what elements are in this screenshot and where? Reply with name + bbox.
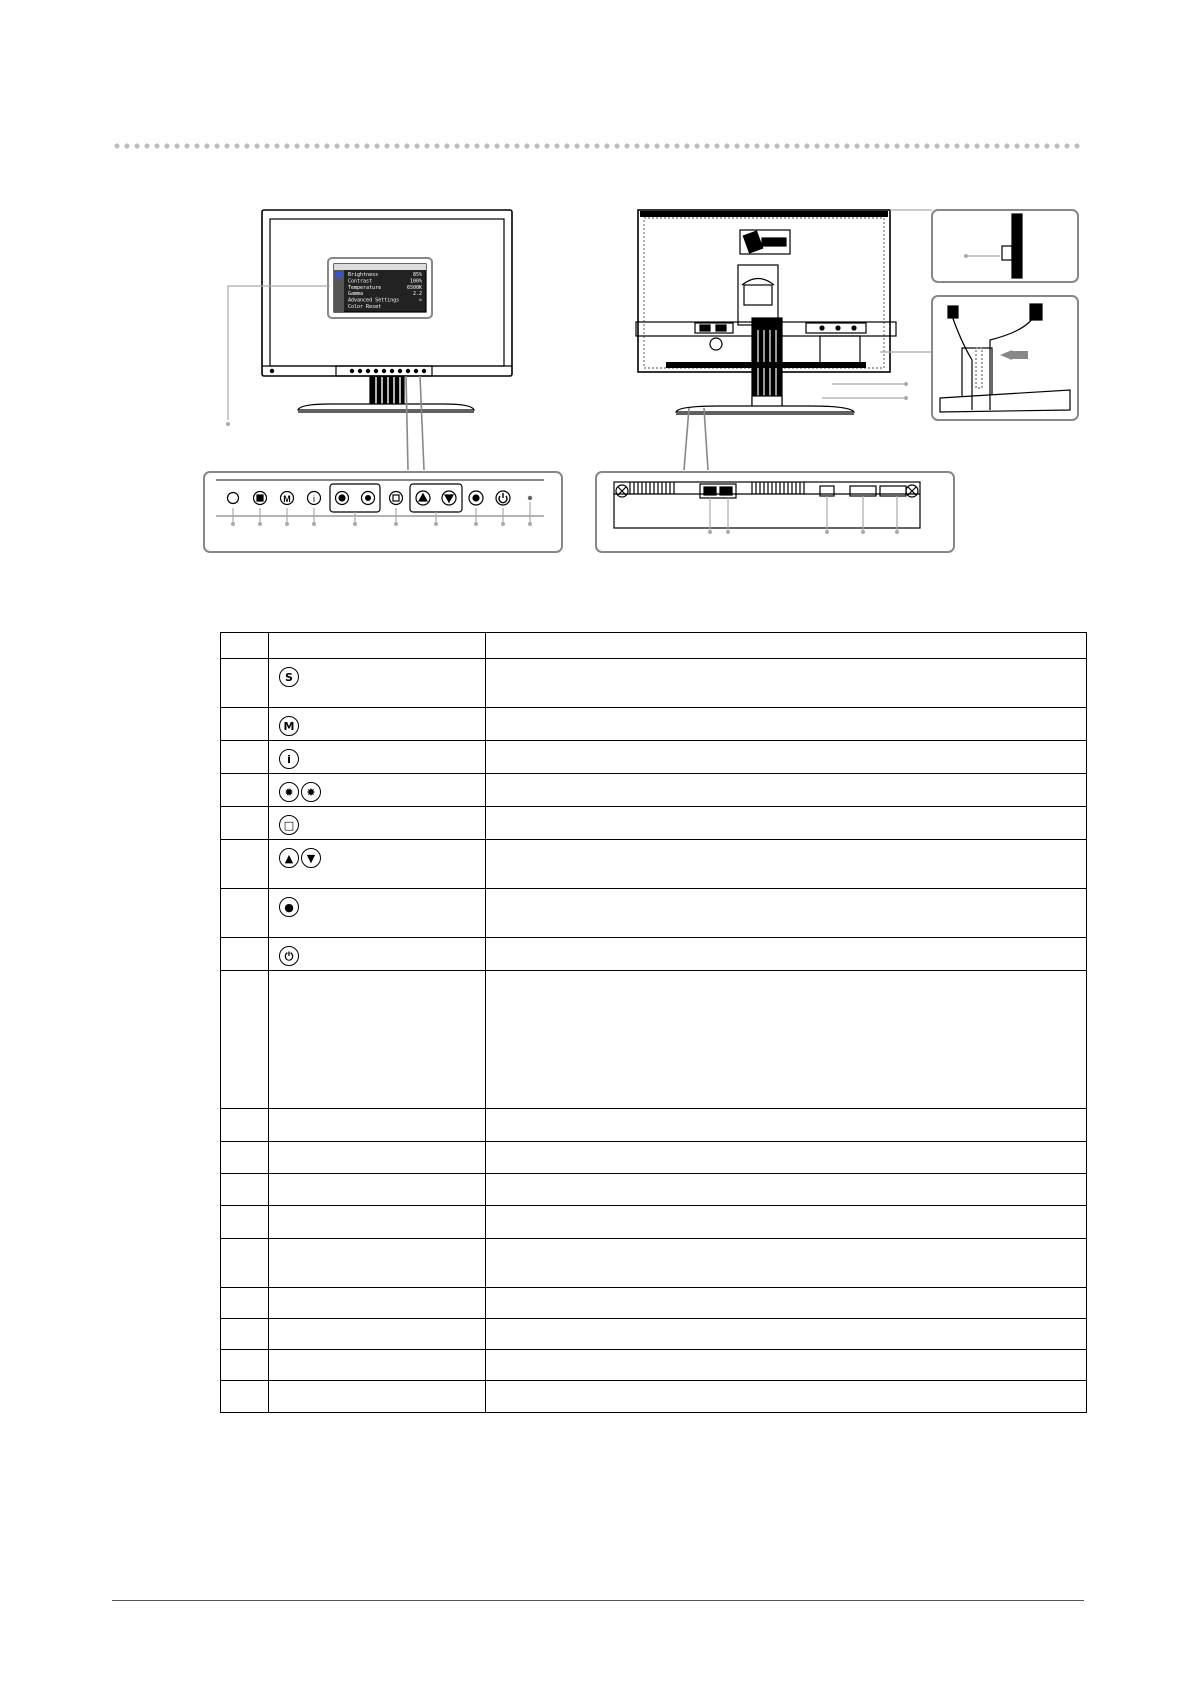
- function-cell: [486, 807, 1087, 840]
- row-number-cell: [221, 938, 269, 971]
- osd-menu-item: Contrast: [348, 278, 373, 285]
- function-cell: [486, 1381, 1087, 1413]
- square-icon: □: [279, 815, 299, 835]
- s-icon: S: [279, 667, 299, 687]
- function-cell: [486, 1319, 1087, 1350]
- svg-text:M: M: [283, 494, 291, 504]
- part-name-cell: [269, 741, 486, 774]
- osd-menu-item: Brightness: [348, 272, 379, 278]
- power-icon: ⏻: [279, 946, 299, 966]
- table-row: [221, 708, 1087, 741]
- part-name-cell: [269, 1109, 486, 1142]
- part-name-cell: [269, 774, 486, 807]
- osd-menu-item: Advanced Settings: [348, 297, 400, 304]
- osd-menu-item: Color Reset: [348, 304, 382, 310]
- row-number-cell: [221, 971, 269, 1109]
- function-cell: [486, 659, 1087, 708]
- enter-icon: ●: [279, 897, 299, 917]
- row-number-cell: [221, 708, 269, 741]
- table-row: [221, 1319, 1087, 1350]
- brightness-low-icon: ✸: [301, 782, 321, 802]
- part-name-cell: [269, 1174, 486, 1206]
- row-number-cell: [221, 1239, 269, 1288]
- part-name-cell: [269, 1350, 486, 1381]
- row-number-cell: [221, 889, 269, 938]
- row-number-cell: [221, 659, 269, 708]
- table-row: [221, 971, 1087, 1109]
- part-name-cell: [269, 889, 486, 938]
- brightness-high-icon: ✹: [279, 782, 299, 802]
- table-row: [221, 1174, 1087, 1206]
- front-button-panel-zoom: [204, 472, 562, 552]
- function-cell: [486, 1206, 1087, 1239]
- row-number-cell: [221, 1142, 269, 1174]
- table-header-row: [221, 633, 1087, 659]
- part-name-cell: [269, 1288, 486, 1319]
- function-cell: [486, 741, 1087, 774]
- table-row: [221, 1239, 1087, 1288]
- function-cell: [486, 840, 1087, 889]
- row-number-cell: [221, 774, 269, 807]
- table-row: [221, 659, 1087, 708]
- row-number-cell: [221, 1319, 269, 1350]
- row-number-cell: [221, 741, 269, 774]
- part-name-cell: [269, 1206, 486, 1239]
- table-row: [221, 1350, 1087, 1381]
- osd-menu-value: 85%: [412, 272, 422, 278]
- m-icon: M: [279, 716, 299, 736]
- function-cell: [486, 774, 1087, 807]
- part-name-cell: [269, 659, 486, 708]
- down-arrow-icon: ▼: [301, 848, 321, 868]
- table-row: [221, 1381, 1087, 1413]
- rear-connector-panel-zoom: [596, 472, 954, 552]
- part-name-cell: [269, 1381, 486, 1413]
- osd-menu-value: 6500K: [406, 284, 422, 291]
- function-cell: [486, 889, 1087, 938]
- osd-menu-item: Gamma: [348, 291, 364, 298]
- table-row: [221, 807, 1087, 840]
- row-number-cell: [221, 807, 269, 840]
- monitor-diagram: [0, 0, 1191, 600]
- row-number-cell: [221, 1381, 269, 1413]
- row-number-cell: [221, 1174, 269, 1206]
- table-row: [221, 1142, 1087, 1174]
- function-cell: [486, 1109, 1087, 1142]
- part-name-cell: [269, 1319, 486, 1350]
- table-row: [221, 741, 1087, 774]
- table-row: [221, 1288, 1087, 1319]
- table-row: [221, 889, 1087, 938]
- function-cell: [486, 1174, 1087, 1206]
- osd-menu-value: >: [418, 297, 422, 304]
- front-button-strip: [270, 369, 425, 372]
- part-name-cell: [269, 971, 486, 1109]
- svg-text:i: i: [313, 494, 315, 504]
- osd-menu-value: 100%: [409, 278, 422, 285]
- info-icon: i: [279, 749, 299, 769]
- footer-rule: [112, 1600, 1084, 1601]
- function-cell: [486, 971, 1087, 1109]
- up-arrow-icon: ▲: [279, 848, 299, 868]
- part-name-cell: [269, 708, 486, 741]
- osd-menu-value: 2.2: [412, 291, 422, 298]
- osd-menu-item: Temperature: [348, 284, 382, 291]
- function-cell: [486, 1142, 1087, 1174]
- part-name-cell: [269, 807, 486, 840]
- part-name-cell: [269, 1239, 486, 1288]
- row-number-cell: [221, 1109, 269, 1142]
- function-cell: [486, 1239, 1087, 1288]
- table-row: [221, 840, 1087, 889]
- function-cell: [486, 1288, 1087, 1319]
- table-row: [221, 1109, 1087, 1142]
- parts-table: [220, 632, 1087, 1413]
- part-name-cell: [269, 938, 486, 971]
- usb-port-inset: [932, 210, 1078, 282]
- cable-holder-inset: [932, 296, 1078, 420]
- row-number-cell: [221, 1350, 269, 1381]
- row-number-cell: [221, 840, 269, 889]
- part-name-cell: [269, 1142, 486, 1174]
- row-number-cell: [221, 1206, 269, 1239]
- function-cell: [486, 708, 1087, 741]
- function-cell: [486, 938, 1087, 971]
- table-row: [221, 1206, 1087, 1239]
- table-row: [221, 938, 1087, 971]
- function-cell: [486, 1350, 1087, 1381]
- table-row: [221, 774, 1087, 807]
- part-name-cell: [269, 840, 486, 889]
- row-number-cell: [221, 1288, 269, 1319]
